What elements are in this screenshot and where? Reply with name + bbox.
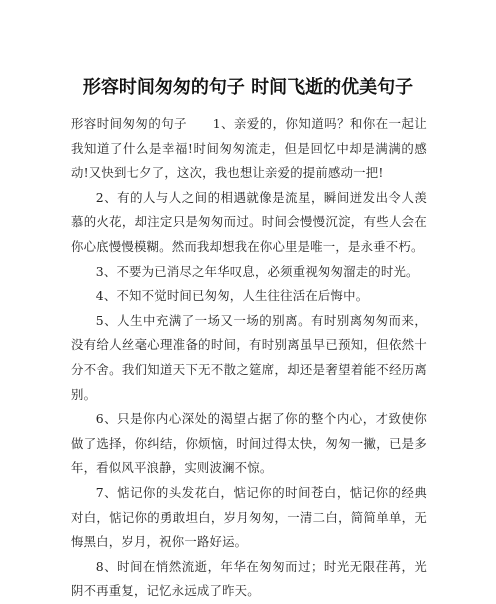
paragraph-2: 2、有的人与人之间的相遇就像是流星，瞬间迸发出令人羡慕的火花，却注定只是匆匆而过。时间会慢慢沉淀，有些人会在你心底慢慢模糊。然而我却想我在你心里是唯一，是永垂不朽。 bbox=[71, 189, 427, 254]
article-body bbox=[71, 112, 427, 604]
paragraph-intro: 形容时间匆匆的句子 1、亲爱的，你知道吗？和你在一起让我知道了什么是幸福!时间匆匆流走，但是回忆中却是满满的感动!又快到七夕了，这次，我也想让亲爱的提前感动一把! bbox=[71, 116, 427, 181]
paragraph-7: 7、惦记你的头发花白，惦记你的时间苍白，惦记你的经典对白，惦记你的勇敢坦白，岁月匆匆，一清二白，简简单单，无悔黑白，岁月，祝你一路好运。 bbox=[71, 484, 427, 550]
paragraph-5: 5、人生中充满了一场又一场的别离。有时别离匆匆而来，没有给人丝毫心理准备的时间，有时别离虽早已预知，但依然十分不舍。我们知道天下无不散之筵席，却还是奢望着能不经历离别。 bbox=[71, 312, 427, 402]
paragraph-6: 6、只是你内心深处的渴望占据了你的整个内心，才致使你做了选择，你纠结，你烦恼，时间过得太快，匆匆一撇，已是多年，看似风平浪静，实则波澜不惊。 bbox=[71, 411, 427, 476]
paragraph-8: 8、时间在悄然流逝，年华在匆匆而过；时光无限荏苒，光阴不再重复，记忆永远成了昨天。 bbox=[71, 558, 427, 599]
paragraph-4: 4、不知不觉时间已匆匆，人生往往活在后悔中。 bbox=[95, 288, 369, 304]
page-title: 形容时间匆匆的句子 时间飞逝的优美句子 bbox=[82, 77, 414, 98]
paragraph-3: 3、不要为已消尽之年华叹息，必须重视匆匆溜走的时光。 bbox=[95, 263, 419, 279]
